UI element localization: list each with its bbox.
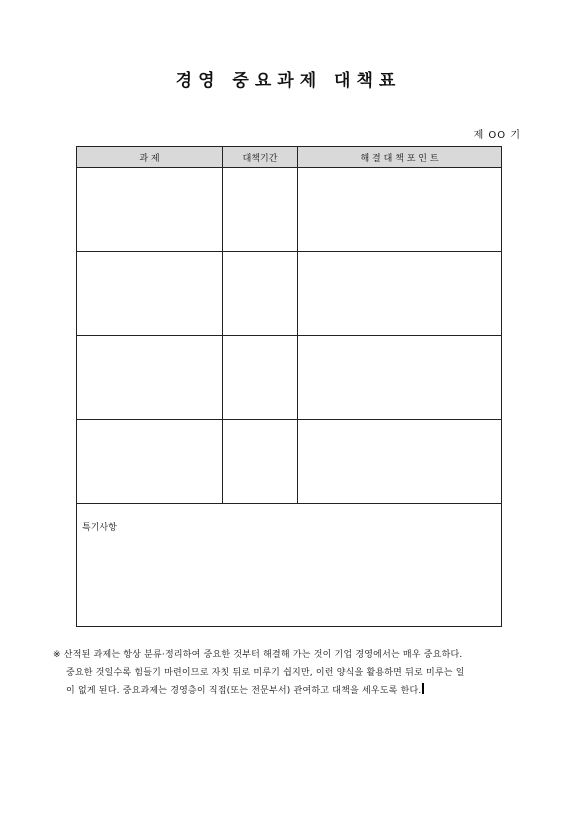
table-row (77, 336, 502, 420)
period-cell[interactable] (223, 336, 298, 420)
header-period: 대책기간 (223, 147, 298, 168)
table-row (77, 252, 502, 336)
text-cursor (422, 683, 424, 694)
table-row (77, 420, 502, 504)
task-cell[interactable] (77, 336, 223, 420)
period-cell[interactable] (223, 420, 298, 504)
footnote (53, 646, 523, 700)
fiscal-period-label: 제 OO 기 (473, 130, 521, 141)
points-cell[interactable] (298, 336, 502, 420)
period-cell[interactable] (223, 252, 298, 336)
table-row (77, 168, 502, 252)
notes-label: 특기사항 (82, 523, 117, 533)
points-cell[interactable] (298, 168, 502, 252)
table-header-row (77, 147, 502, 168)
task-table (76, 146, 502, 627)
header-solution-points: 해 결 대 책 포 인 트 (298, 147, 502, 168)
header-task: 과 제 (77, 147, 223, 168)
task-cell[interactable] (77, 252, 223, 336)
task-cell[interactable] (77, 168, 223, 252)
points-cell[interactable] (298, 252, 502, 336)
period-cell[interactable] (223, 168, 298, 252)
notes-cell[interactable] (77, 504, 502, 627)
notes-row (77, 504, 502, 627)
footnote-line: ※ 산적된 과제는 항상 분류·정리하여 중요한 것부터 해결해 가는 것이 기업 경영에서는 매우 중요하다. (53, 650, 463, 660)
points-cell[interactable] (298, 420, 502, 504)
footnote-line: 중요한 것일수록 힘들기 마련이므로 자칫 뒤로 미루기 쉽지만, 이런 양식을 활용하면 뒤로 미루는 일 (66, 668, 465, 678)
document-title: 경영 중요과제 대책표 (175, 71, 402, 91)
task-cell[interactable] (77, 420, 223, 504)
footnote-line: 이 없게 된다. 중요과제는 경영층이 직접(또는 전문부서) 관여하고 대책을 세우도록 한다. (66, 686, 422, 696)
